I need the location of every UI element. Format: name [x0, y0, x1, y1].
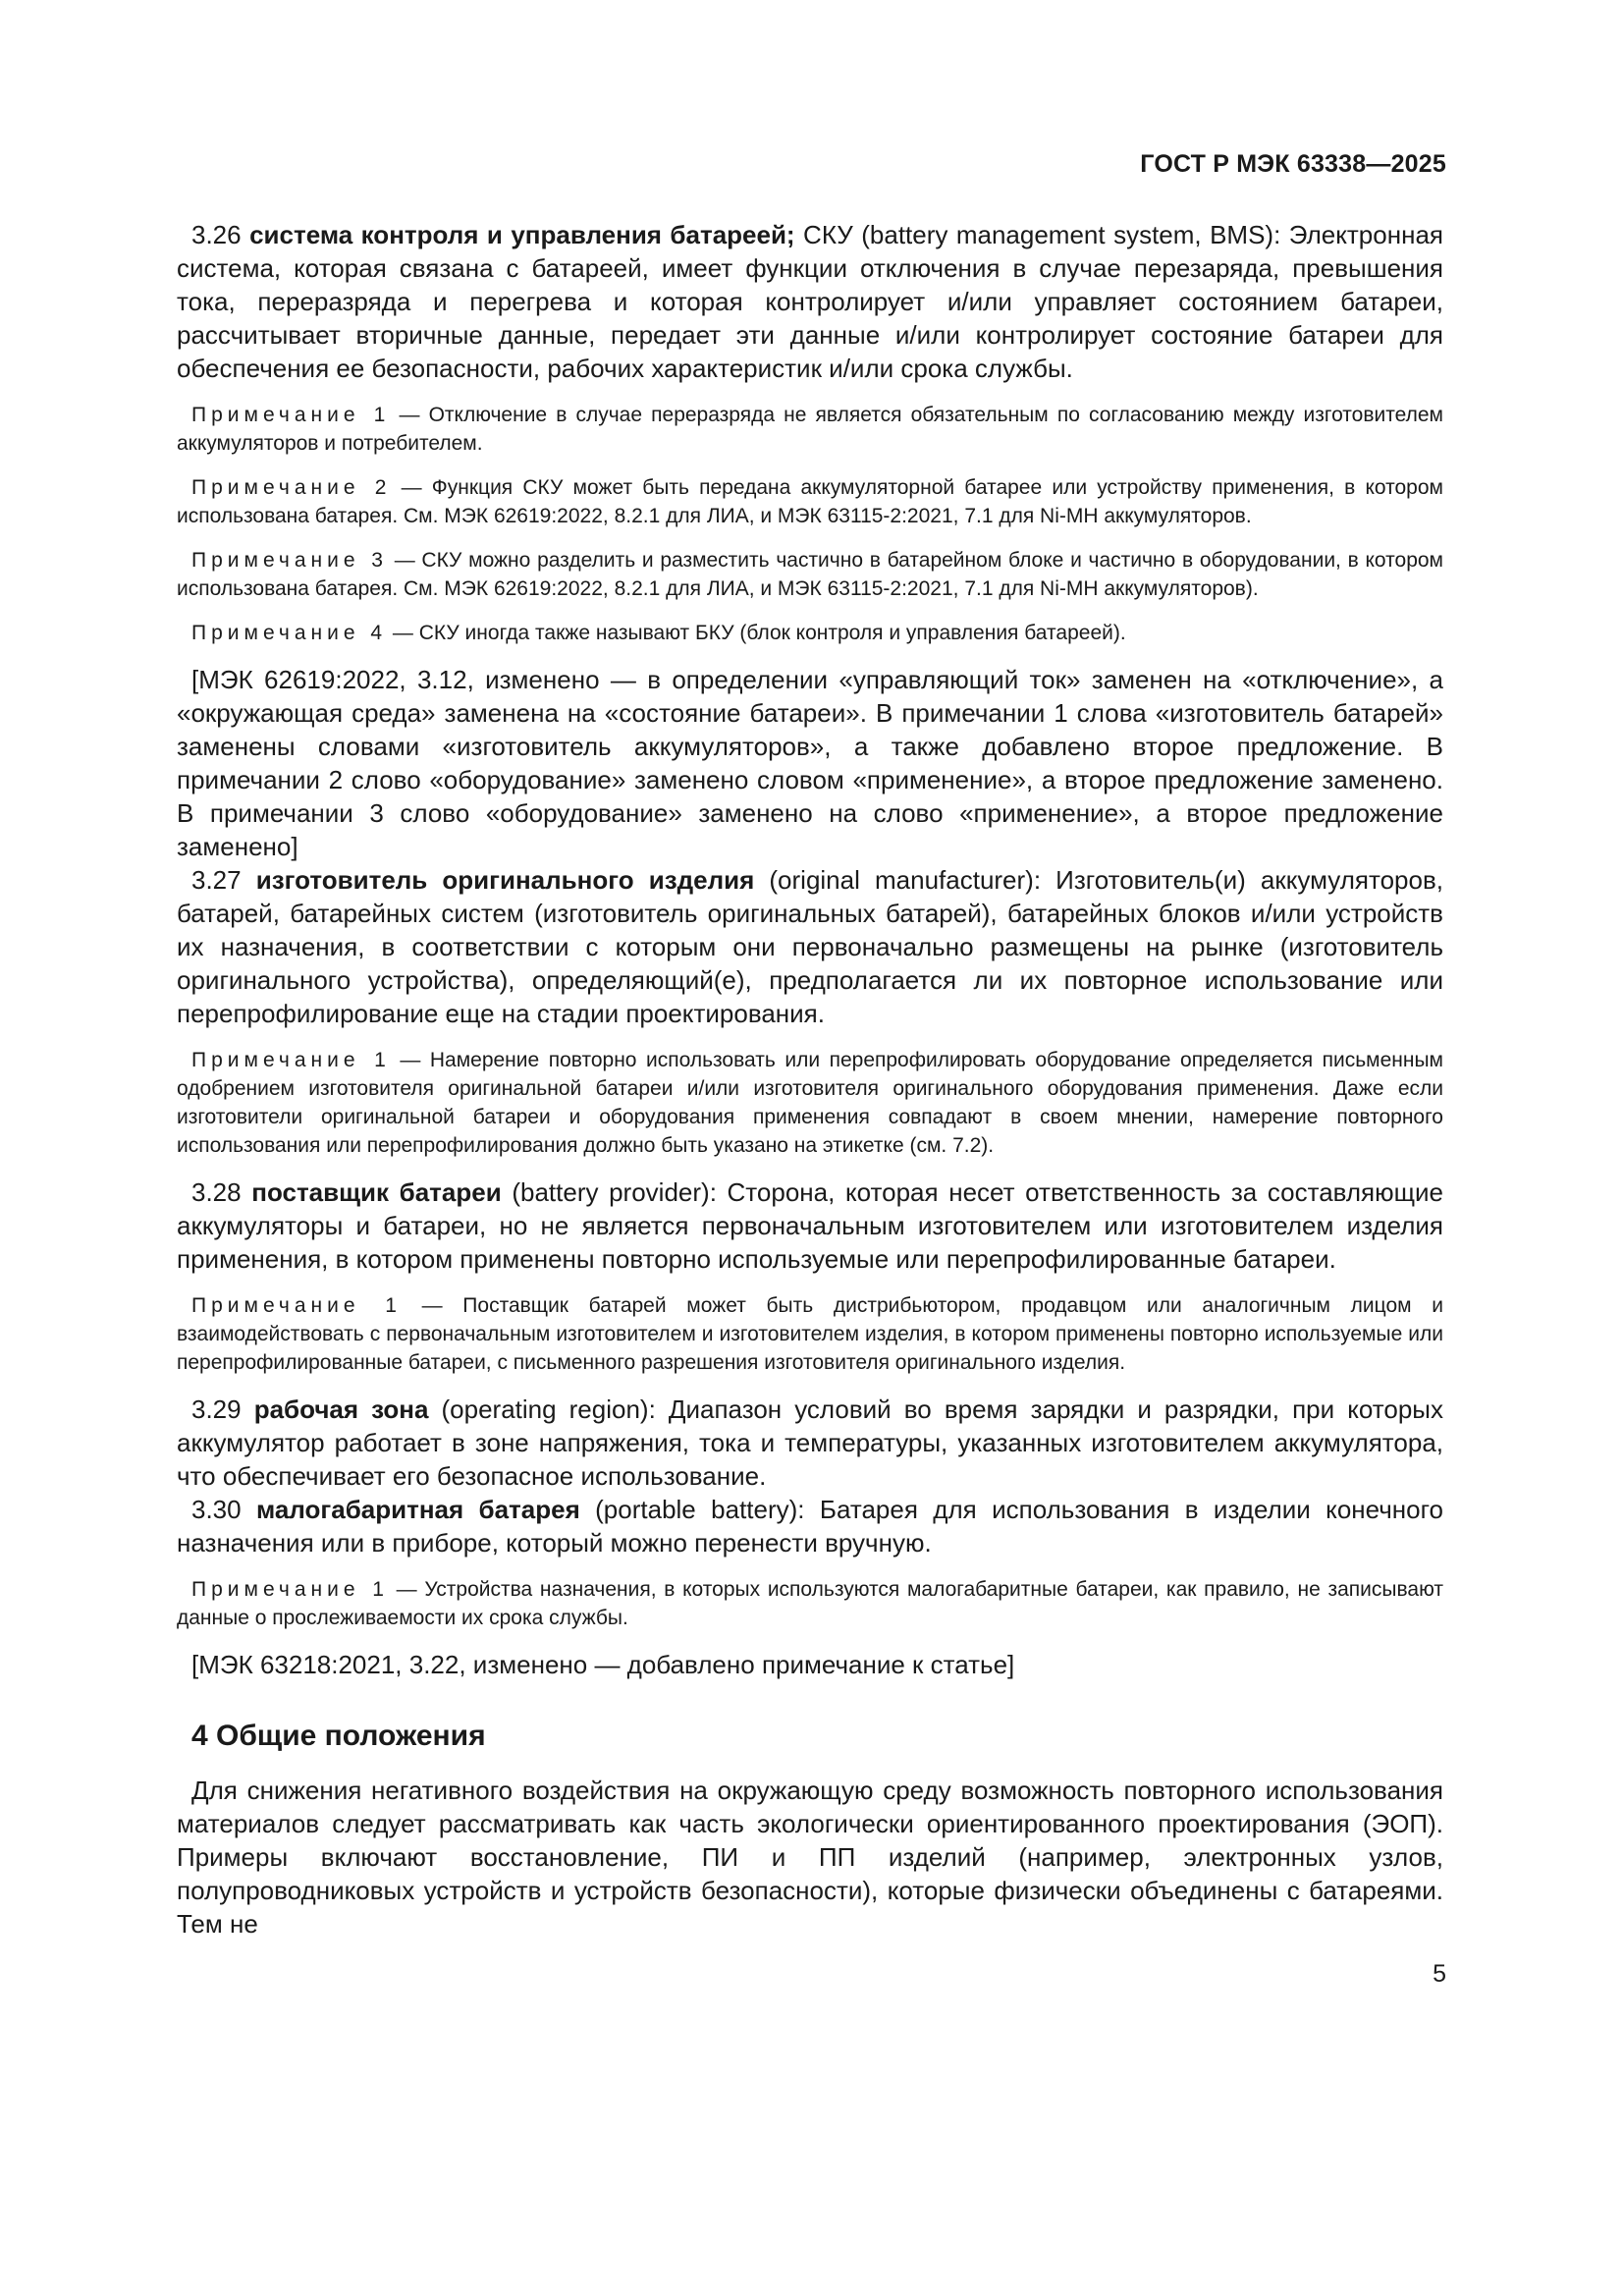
term-entry-3-29	[177, 1393, 1443, 1493]
term-definition: (operating region): Диапазон условий во время зарядки и разрядки, при которых аккумулятор работает в зоне напряжения, тока и температуры, указанных изготовителем аккумулятора, что обеспечивает его безопасное использование.	[177, 1394, 1443, 1491]
page-content	[177, 218, 1443, 1941]
term-definition: (portable battery): Батарея для использования в изделии конечного назначения или в приборе, который можно перенести вручную.	[177, 1495, 1443, 1558]
note-text: — Функция СКУ может быть передана аккумуляторной батарее или устройству применения, в котором использована батарея. См. МЭК 62619:2022, 8.2.1 для ЛИА, и МЭК 63115-2:2021, 7.1 для Ni-MH аккумуляторов.	[177, 476, 1443, 527]
term-definition: (battery provider): Сторона, которая несет ответственность за составляющие аккумуляторы и батареи, но не является первоначальным изготовителем или изготовителем изделия применения, в котором применены повторно используемые или перепрофилированные батареи.	[177, 1177, 1443, 1274]
note-label: Примечание 3	[191, 549, 388, 572]
note	[177, 1046, 1443, 1160]
term-name: система контроля и управления батареей;	[249, 220, 795, 249]
term-entry-3-30	[177, 1493, 1443, 1559]
term-number: 3.30	[191, 1495, 242, 1524]
term-name: изготовитель оригинального изделия	[255, 865, 755, 895]
note-label: Примечание 2	[191, 476, 392, 499]
note-label: Примечание 1	[191, 1294, 402, 1317]
term-definition: СКУ (battery management system, BMS): Электронная система, которая связана с батареей, имеет функции отключения в случае перезаряда, превышения тока, переразряда и перегрева и которая контролирует и/или управляет состоянием батареи, рассчитывает вторичные данные, передает эти данные и/или контролирует состояние батареи для обеспечения ее безопасности, рабочих характеристик и/или срока службы.	[177, 220, 1443, 383]
term-name: поставщик батареи	[251, 1177, 502, 1207]
term-name: малогабаритная батарея	[256, 1495, 580, 1524]
note	[177, 1575, 1443, 1632]
note-text: — Намерение повторно использовать или перепрофилировать оборудование определяется письменным одобрением изготовителя оригинальной батареи и/или изготовителя оригинального оборудования применения. Даже если изготовители оригинальной батареи и оборудования применения совпадают в своем мнении, намерение повторного использования или перепрофилирования должно быть указано на этикетке (см. 7.2).	[177, 1049, 1443, 1157]
section-body: Для снижения негативного воздействия на окружающую среду возможность повторного использования материалов следует рассматривать как часть экологически ориентированного проектирования (ЭОП). Примеры включают восстановление, ПИ и ПП изделий (например, электронных узлов, полупроводниковых устройств и устройств безопасности), которые физически объединены с батареями. Тем не	[177, 1776, 1443, 1939]
note-label: Примечание 1	[191, 404, 391, 426]
note	[177, 473, 1443, 530]
term-number: 3.26	[191, 220, 242, 249]
note-label: Примечание 4	[191, 622, 388, 644]
term-entry-3-28	[177, 1175, 1443, 1276]
term-number: 3.28	[191, 1177, 242, 1207]
note-text: — Устройства назначения, в которых используются малогабаритные батареи, как правило, не записывают данные о прослеживаемости их срока службы.	[177, 1578, 1443, 1629]
note-text: — Поставщик батарей может быть дистрибьютором, продавцом или аналогичным лицом и взаимодействовать с первоначальным изготовителем и изготовителем изделия, в котором применены повторно используемые или перепрофилированные батареи, с письменного разрешения изготовителя оригинального изделия.	[177, 1294, 1443, 1374]
note	[177, 401, 1443, 458]
term-entry-3-26	[177, 218, 1443, 385]
note-label: Примечание 1	[191, 1578, 389, 1601]
note-text: — Отключение в случае переразряда не является обязательным по согласованию между изготовителем аккумуляторов и потребителем.	[177, 404, 1443, 455]
term-number: 3.27	[191, 865, 242, 895]
source-reference: [МЭК 63218:2021, 3.22, изменено — добавлено примечание к статье]	[191, 1650, 1015, 1679]
page-number: 5	[1433, 1960, 1446, 1988]
term-entry-3-27	[177, 863, 1443, 1030]
term-definition: (original manufacturer): Изготовитель(и) аккумуляторов, батарей, батарейных систем (изготовитель оригинальных батарей), батарейных блоков и/или устройств их назначения, в соответствии с которым они первоначально размещены на рынке (изготовитель оригинального устройства), определяющий(е), предполагается ли их повторное использование или перепрофилирование еще на стадии проектирования.	[177, 865, 1443, 1028]
document-header: ГОСТ Р МЭК 63338—2025	[1140, 150, 1446, 178]
note-text: — СКУ можно разделить и разместить частично в батарейном блоке и частично в оборудовании, в котором использована батарея. См. МЭК 62619:2022, 8.2.1 для ЛИА, и МЭК 63115-2:2021, 7.1 для Ni-MH аккумуляторов).	[177, 549, 1443, 600]
note	[177, 1291, 1443, 1377]
note-text: — СКУ иногда также называют БКУ (блок контроля и управления батареей).	[387, 622, 1126, 644]
term-name: рабочая зона	[253, 1394, 429, 1424]
note	[177, 619, 1443, 647]
note-label: Примечание 1	[191, 1049, 391, 1071]
note	[177, 546, 1443, 603]
term-number: 3.29	[191, 1394, 242, 1424]
section-heading: 4 Общие положения	[191, 1720, 486, 1752]
source-reference: [МЭК 62619:2022, 3.12, изменено — в определении «управляющий ток» заменен на «отключение», а «окружающая среда» заменена на «состояние батареи». В примечании 1 слова «изготовитель батарей» заменены словами «изготовитель аккумуляторов», а также добавлено второе предложение. В примечании 2 слово «оборудование» заменено словом «применение», а второе предложение заменено. В примечании 3 слово «оборудование» заменено на слово «применение», а второе предложение заменено]	[177, 665, 1443, 861]
